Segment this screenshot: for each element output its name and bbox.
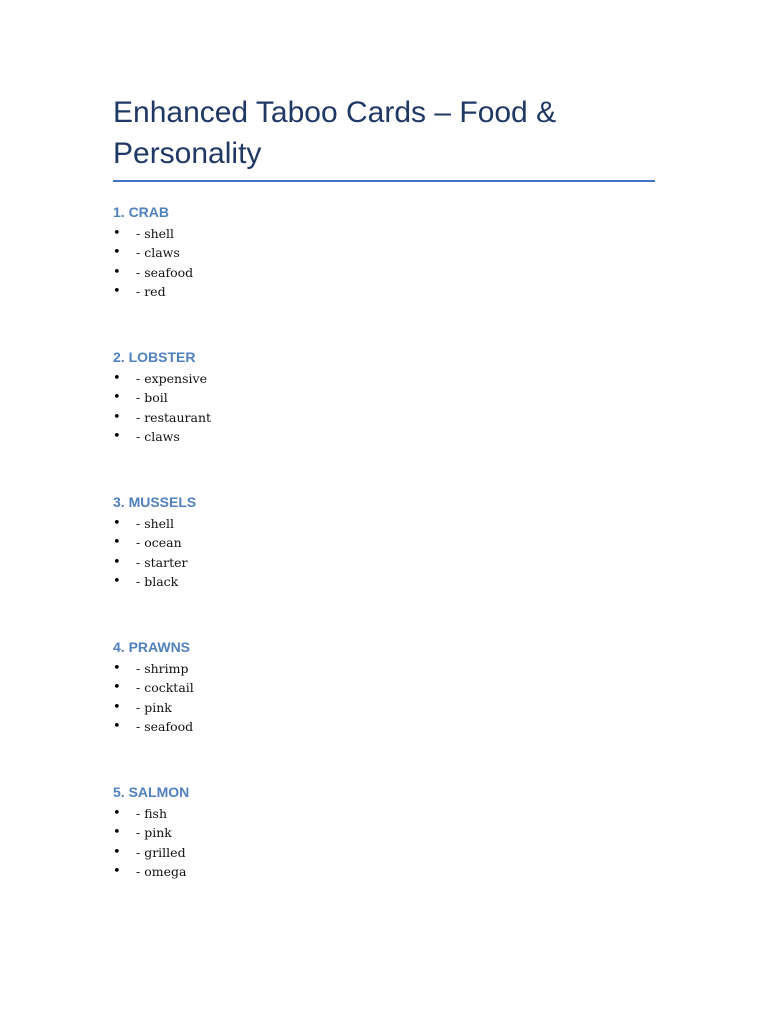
document-title: Enhanced Taboo Cards – Food & Personality: [113, 96, 557, 170]
taboo-word-item: [113, 369, 613, 388]
bullet-icon: •: [113, 699, 121, 715]
card-heading: 5. SALMON: [113, 784, 190, 800]
taboo-card: [113, 347, 613, 446]
taboo-word-list: [113, 514, 613, 591]
bullet-icon: •: [113, 390, 121, 406]
bullet-icon: •: [113, 245, 121, 261]
taboo-word: - claws: [136, 428, 180, 444]
taboo-word-item: [113, 804, 613, 823]
taboo-word-item: [113, 427, 613, 446]
bullet-icon: •: [113, 573, 121, 589]
taboo-word: - boil: [136, 390, 168, 406]
taboo-word-item: [113, 553, 613, 572]
bullet-icon: •: [113, 825, 121, 841]
taboo-card: [113, 202, 613, 301]
taboo-word-item: [113, 282, 613, 301]
bullet-icon: •: [113, 863, 121, 879]
bullet-icon: •: [113, 554, 121, 570]
taboo-word-list: [113, 224, 613, 301]
taboo-word: - pink: [136, 825, 172, 841]
taboo-word-item: [113, 572, 613, 591]
taboo-word: - starter: [136, 554, 188, 570]
taboo-word: - grilled: [136, 844, 186, 860]
taboo-word-list: [113, 659, 613, 736]
title-underline: [113, 180, 655, 182]
taboo-card: [113, 492, 613, 591]
taboo-word-item: [113, 388, 613, 407]
taboo-word-list: [113, 804, 613, 881]
taboo-word-item: [113, 408, 613, 427]
taboo-word-item: [113, 533, 613, 552]
taboo-word-item: [113, 263, 613, 282]
bullet-icon: •: [113, 680, 121, 696]
taboo-word-item: [113, 678, 613, 697]
taboo-word-item: [113, 514, 613, 533]
taboo-word-list: [113, 369, 613, 446]
taboo-word: - seafood: [136, 718, 194, 734]
taboo-word: - fish: [136, 806, 167, 821]
taboo-word: - restaurant: [136, 409, 212, 425]
taboo-word-item: [113, 224, 613, 243]
bullet-icon: •: [113, 226, 121, 241]
taboo-word: - red: [136, 283, 166, 299]
bullet-icon: •: [113, 409, 121, 425]
bullet-icon: •: [113, 661, 121, 676]
taboo-word-item: [113, 717, 613, 736]
taboo-word-item: [113, 862, 613, 881]
taboo-card: [113, 637, 613, 736]
taboo-word: - omega: [136, 863, 187, 879]
bullet-icon: •: [113, 535, 121, 551]
taboo-word: - cocktail: [136, 680, 194, 696]
bullet-icon: •: [113, 264, 121, 280]
taboo-word-item: [113, 659, 613, 678]
card-heading: 3. MUSSELS: [113, 494, 197, 510]
bullet-icon: •: [113, 718, 121, 734]
bullet-icon: •: [113, 806, 121, 821]
taboo-word: - shell: [136, 226, 175, 241]
taboo-word: - pink: [136, 699, 172, 715]
bullet-icon: •: [113, 283, 121, 299]
bullet-icon: •: [113, 844, 121, 860]
taboo-word-item: [113, 698, 613, 717]
taboo-word: - claws: [136, 245, 180, 261]
taboo-word: - expensive: [136, 371, 207, 386]
taboo-word: - shell: [136, 516, 175, 531]
card-heading: 4. PRAWNS: [113, 639, 191, 655]
card-heading: 1. CRAB: [113, 204, 170, 220]
taboo-word: - seafood: [136, 264, 194, 280]
bullet-icon: •: [113, 428, 121, 444]
card-heading: 2. LOBSTER: [113, 349, 196, 365]
taboo-word: - shrimp: [136, 661, 189, 676]
taboo-word-item: [113, 823, 613, 842]
bullet-icon: •: [113, 516, 121, 531]
taboo-word: - ocean: [136, 535, 182, 551]
taboo-word-item: [113, 243, 613, 262]
taboo-word: - black: [136, 573, 179, 589]
bullet-icon: •: [113, 371, 121, 386]
taboo-card: [113, 782, 613, 881]
taboo-word-item: [113, 843, 613, 862]
